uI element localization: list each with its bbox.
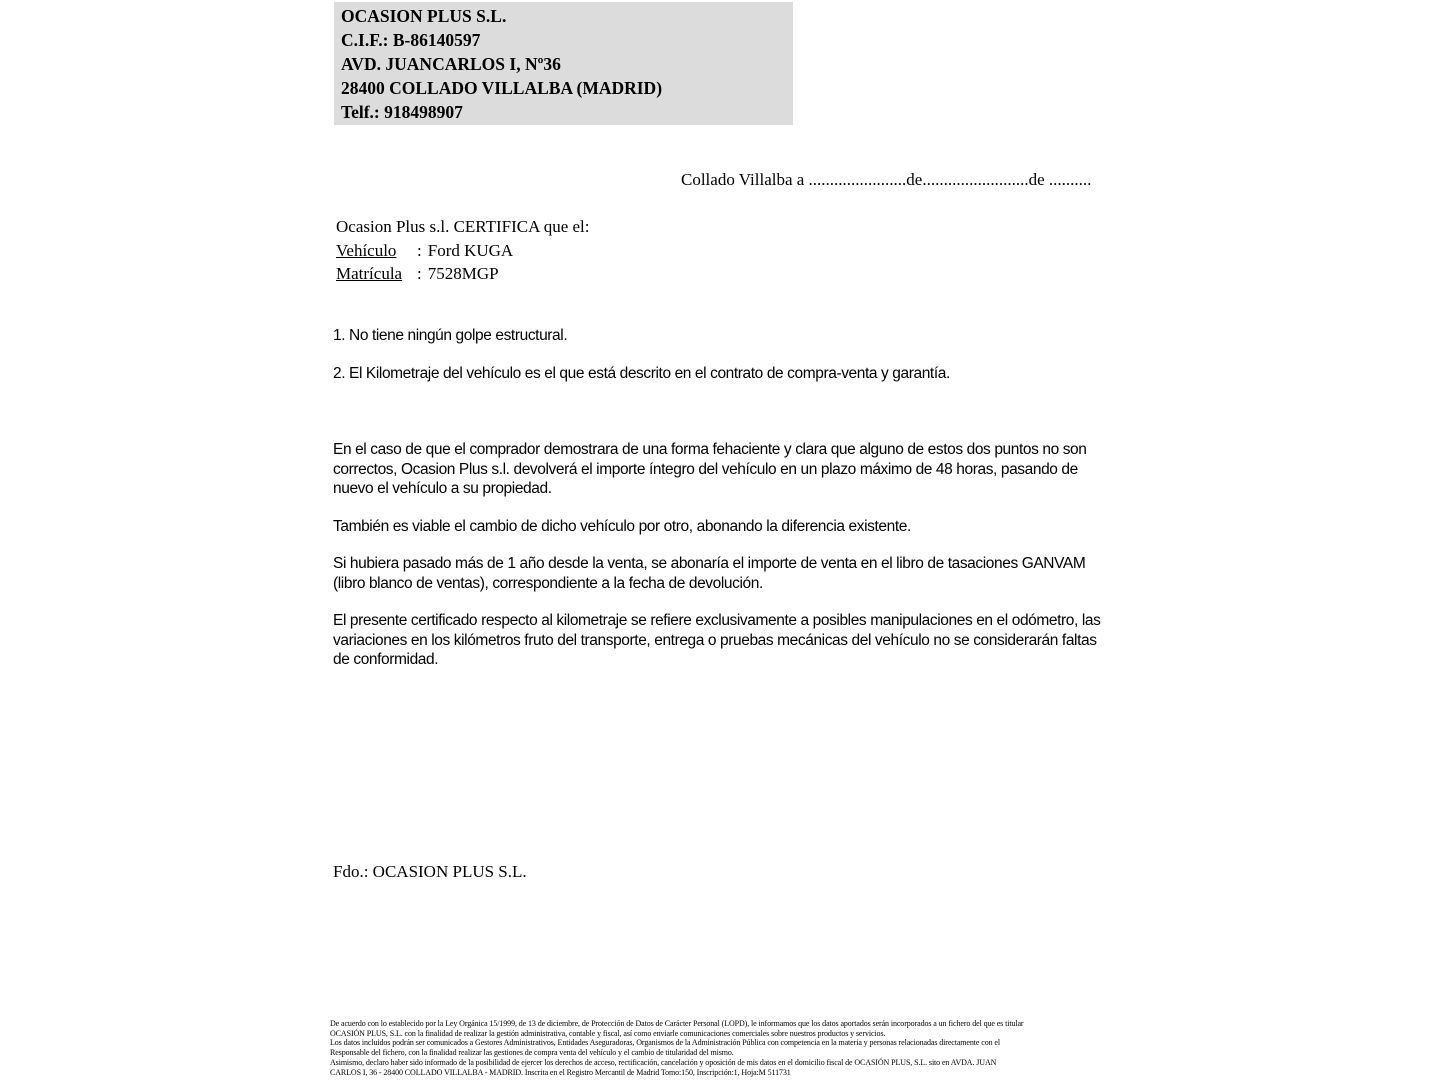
company-header [334, 2, 793, 125]
legal-line: Los datos incluidos podrán ser comunicados a Gestores Administrativos, Entidades Aseguradoras, Organismos de la Administración Pública con competencia en la materia y personas relacionadas directamente con el [330, 1038, 1000, 1048]
legal-line: De acuerdo con lo establecido por la Ley Orgánica 15/1999, de 13 de diciembre, de Protección de Datos de Carácter Personal (LOPD), le informamos que los datos aportados serán incorporados a un fichero del que es titular [330, 1019, 1024, 1028]
company-postal-city: 28400 COLLADO VILLALBA (MADRID) [341, 78, 663, 98]
company-address: AVD. JUANCARLOS I, Nº36 [341, 54, 561, 74]
vehicle-separator: : [417, 240, 422, 260]
plate-label-cell [336, 262, 417, 286]
company-cif: C.I.F.: B-86140597 [341, 30, 481, 50]
legal-line: CARLOS I, 36 - 28400 COLLADO VILLALBA - MADRID. Inscrita en el Registro Mercantil de Madrid Tomo:150, Inscripción:1, Hoja:M 511731 [330, 1067, 791, 1077]
certify-intro: Ocasion Plus s.l. CERTIFICA que el: [336, 217, 590, 236]
paragraph-odometer: El presente certificado respecto al kilometraje se refiere exclusivamente a posibles manipulaciones en el odómetro, las variaciones en los kilómetros fruto del transporte, entrega o pruebas mecánicas del vehículo no se considerarán faltas de conformidad. [333, 612, 1101, 668]
point-mileage: 2. El Kilometraje del vehículo es el que está descrito en el contrato de compra-venta y garantía. [333, 365, 950, 382]
signature-line: Fdo.: OCASION PLUS S.L. [333, 862, 527, 881]
paragraph-exchange: También es viable el cambio de dicho vehículo por otro, abonando la diferencia existente. [333, 517, 911, 535]
plate-field [336, 262, 590, 286]
plate-separator: : [417, 264, 422, 283]
date-line: Collado Villalba a .......................de.........................de .......... [681, 170, 1092, 189]
vehicle-label-cell [336, 239, 417, 263]
legal-text [330, 1019, 1024, 1077]
vehicle-field [336, 239, 590, 263]
vehicle-value: Ford KUGA [427, 240, 514, 260]
legal-line: Asimismo, declaro haber sido informado de la posibilidad de ejercer los derechos de acceso, rectificación, cancelación y oposición de mis datos en el domicilio fiscal de OCASIÓN PLUS, S.L. sito en AVDA. JUAN [330, 1057, 997, 1067]
vehicle-label: Vehículo [336, 240, 397, 260]
body-paragraphs [333, 440, 1101, 688]
point-structural: 1. No tiene ningún golpe estructural. [333, 327, 568, 344]
paragraph-refund: En el caso de que el comprador demostrara de una forma fehaciente y clara que alguno de estos dos puntos no son correctos, Ocasion Plus s.l. devolverá el importe íntegro del vehículo en un plazo máximo de 48 horas, pasando de nuevo el vehículo a su propiedad. [333, 441, 1087, 497]
paragraph-ganvam: Si hubiera pasado más de 1 año desde la venta, se abonaría el importe de venta en el libro de tasaciones GANVAM (libro blanco de ventas), correspondiente a la fecha de devolución. [333, 555, 1086, 592]
company-phone: Telf.: 918498907 [341, 102, 463, 122]
plate-value: 7528MGP [427, 264, 499, 283]
legal-line: OCASIÓN PLUS, S.L. con la finalidad de realizar la gestión administrativa, contable y fiscal, así como enviarle comunicaciones comerciales sobre nuestros productos y servicios. [330, 1028, 886, 1038]
plate-label: Matrícula [336, 264, 403, 283]
certificate-block [336, 215, 590, 286]
legal-line: Responsable del fichero, con la finalidad realizar las gestiones de compra venta del vehículo y el cambio de titularidad del mismo. [330, 1048, 734, 1058]
company-name: OCASION PLUS S.L. [341, 6, 507, 26]
